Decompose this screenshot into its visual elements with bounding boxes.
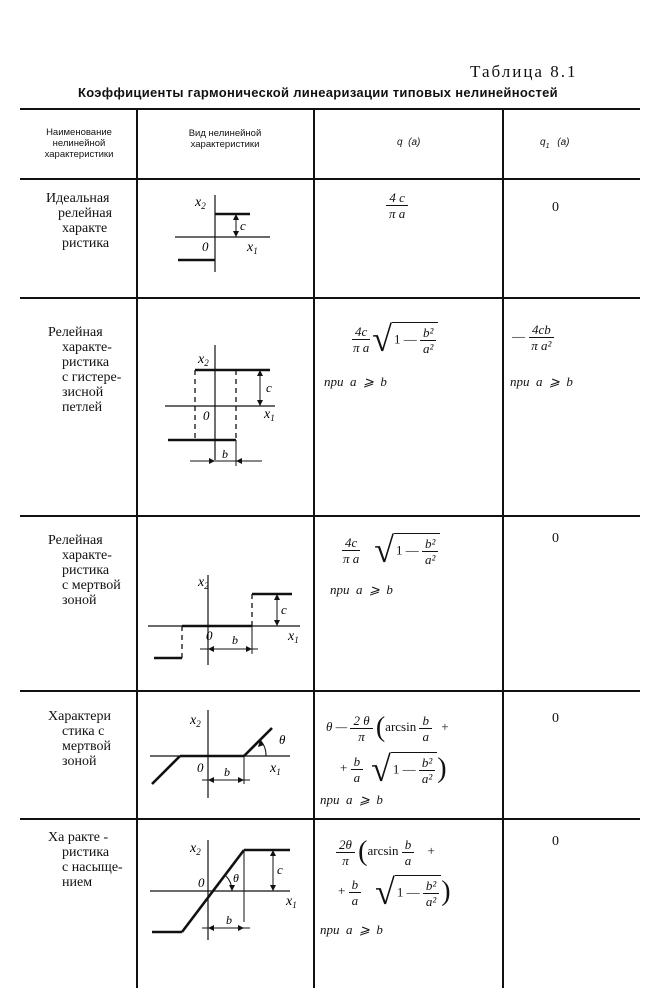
row3-bottom-rule bbox=[20, 690, 640, 692]
header-name-line: нелинейной bbox=[52, 138, 106, 149]
row2-q-den: π a bbox=[353, 339, 370, 355]
row1-name-line: релейная bbox=[58, 206, 113, 221]
svg-text:b: b bbox=[224, 765, 230, 779]
row5-q1-value: 0 bbox=[552, 834, 559, 849]
column-divider-1 bbox=[136, 108, 138, 988]
svg-text:c: c bbox=[277, 862, 283, 877]
row4-q-close-paren: ) bbox=[437, 753, 447, 784]
table-number: Таблица 8.1 bbox=[470, 62, 578, 81]
column-divider-3 bbox=[502, 108, 504, 988]
svg-text:0: 0 bbox=[197, 760, 204, 775]
row3-name-line: характе- bbox=[62, 548, 112, 563]
row1-name-line: Идеальная bbox=[46, 191, 110, 206]
svg-text:x1: $x_1$ bbox=[288, 629, 299, 645]
row4-q-f1-den: π bbox=[358, 728, 365, 744]
row4-q-condition: при a ⩾ b bbox=[320, 792, 383, 807]
row5-q-f3-den: a bbox=[351, 892, 359, 908]
header-view bbox=[150, 128, 300, 150]
header-q1-subscript: 1 bbox=[545, 143, 550, 150]
row2-q-condition: при a ⩾ b bbox=[324, 374, 387, 389]
row5-q-f3-num: b bbox=[349, 877, 362, 893]
row4-q-f1-num: 2 θ bbox=[350, 713, 372, 729]
row2-q1-condition: при a ⩾ b bbox=[510, 374, 573, 389]
row5-q-rad-one: 1 — bbox=[396, 884, 420, 900]
row4-bottom-rule bbox=[20, 818, 640, 820]
row1-name-line: ристика bbox=[62, 236, 110, 251]
row4-q-f3-num: b bbox=[351, 754, 364, 770]
row3-q-rad-num: b² bbox=[422, 536, 438, 552]
row4-name-line: Характери bbox=[48, 709, 111, 724]
row2-q1-sign: — bbox=[512, 328, 525, 344]
svg-text:b: b bbox=[232, 633, 238, 647]
row3-q-condition: при a ⩾ b bbox=[330, 582, 393, 597]
row5-name-line: нием bbox=[62, 875, 93, 890]
row4-name-line: зоной bbox=[62, 754, 97, 769]
row1-q-num: 4 c bbox=[386, 190, 408, 206]
row5-q-formula-line2 bbox=[338, 872, 451, 912]
row3-name-line: Релейная bbox=[48, 533, 103, 548]
row2-bottom-rule bbox=[20, 515, 640, 517]
row4-name-line: мертвой bbox=[62, 739, 112, 754]
row3-q-rad-one: 1 — bbox=[396, 542, 419, 558]
row2-q-formula bbox=[350, 319, 438, 359]
row5-q-f2-num: b bbox=[402, 837, 415, 853]
row4-q-open-paren: ( bbox=[375, 712, 386, 743]
sqrt-sign: √ bbox=[372, 319, 393, 359]
svg-text:x1: $x_1$ bbox=[286, 894, 297, 910]
row2-characteristic-diagram bbox=[140, 330, 310, 470]
svg-text:0: 0 bbox=[203, 408, 210, 423]
row4-q-formula-line1 bbox=[326, 712, 449, 744]
sqrt-sign: √ bbox=[371, 749, 391, 789]
header-name bbox=[24, 127, 134, 160]
row4-characteristic-diagram bbox=[140, 700, 310, 800]
header-q1-arg: (a) bbox=[557, 137, 570, 148]
row5-name-line: с насыще- bbox=[62, 860, 123, 875]
svg-text:c: c bbox=[266, 380, 272, 395]
row4-name-line: стика с bbox=[62, 724, 105, 739]
row4-q-arcsin: arcsin bbox=[385, 718, 417, 734]
svg-text:b: b bbox=[222, 447, 228, 461]
row5-q-f2-den: a bbox=[404, 852, 412, 868]
row4-q-rad-one: 1 — bbox=[392, 761, 416, 777]
row5-name-line: Ха ракте - bbox=[48, 830, 109, 845]
row2-q-rad-num: b² bbox=[420, 325, 436, 341]
table-top-rule bbox=[20, 108, 640, 110]
row3-name-line: с мертвой bbox=[62, 578, 121, 593]
column-divider-2 bbox=[313, 108, 315, 988]
svg-text:x1: $x_1$ bbox=[264, 407, 275, 423]
row1-characteristic-diagram bbox=[140, 180, 310, 290]
row5-name-line: ристика bbox=[62, 845, 110, 860]
row2-name-line: петлей bbox=[62, 400, 103, 415]
row5-q-rad-den: a² bbox=[425, 894, 437, 909]
row1-q-formula bbox=[386, 190, 408, 221]
row5-characteristic-diagram bbox=[140, 830, 310, 945]
header-name-line: Наименование bbox=[46, 127, 112, 138]
row4-q-rad-num: b² bbox=[419, 755, 435, 771]
row2-name bbox=[48, 325, 136, 415]
row3-q-num: 4c bbox=[342, 535, 360, 551]
row2-name-line: зисной bbox=[62, 385, 104, 400]
svg-text:x1: $x_1$ bbox=[247, 240, 258, 256]
row2-q1-formula bbox=[512, 322, 554, 353]
svg-text:x2: $x_2$ bbox=[195, 195, 206, 211]
svg-text:x2: $x_2$ bbox=[190, 841, 201, 857]
row4-q-f2-den: a bbox=[422, 728, 429, 744]
row5-q-close-paren: ) bbox=[441, 876, 451, 907]
row3-q-rad-den: a² bbox=[425, 552, 436, 567]
row4-q-f3-den: a bbox=[353, 769, 361, 785]
row2-name-line: ристика bbox=[62, 355, 110, 370]
header-name-line: характеристики bbox=[44, 149, 114, 160]
svg-text:θ: θ bbox=[279, 732, 286, 747]
header-q1 bbox=[540, 137, 569, 150]
row2-q1-num: 4cb bbox=[529, 322, 554, 338]
row3-name-line: зоной bbox=[62, 593, 97, 608]
row1-name bbox=[46, 191, 134, 251]
row2-q-num: 4c bbox=[352, 324, 370, 340]
row4-name bbox=[48, 709, 136, 769]
row5-q-arcsin: arcsin bbox=[367, 842, 399, 858]
row5-q-rad-num: b² bbox=[423, 878, 439, 894]
row5-q-open-paren: ( bbox=[358, 836, 368, 867]
row4-q1-value: 0 bbox=[552, 711, 559, 726]
row3-q-den: π a bbox=[343, 550, 360, 566]
row1-q-den: π a bbox=[389, 206, 406, 221]
row1-bottom-rule bbox=[20, 297, 640, 299]
row4-q-plus2: + bbox=[340, 759, 348, 775]
svg-text:x2: $x_2$ bbox=[198, 352, 209, 368]
header-view-line: характеристики bbox=[190, 139, 260, 150]
svg-text:c: c bbox=[281, 602, 287, 617]
row1-name-line: характе bbox=[62, 221, 108, 236]
svg-text:θ: θ bbox=[233, 871, 239, 885]
svg-text:c: c bbox=[240, 218, 246, 233]
row4-q-formula-line2 bbox=[340, 749, 447, 789]
svg-text:x2: $x_2$ bbox=[190, 713, 201, 729]
row5-q-condition: при a ⩾ b bbox=[320, 922, 383, 937]
row4-q-f2-num: b bbox=[419, 713, 432, 729]
row5-q-plus2: + bbox=[338, 882, 346, 898]
row5-q-f1-num: 2θ bbox=[336, 837, 355, 853]
row2-q-rad-den: a² bbox=[423, 341, 434, 356]
row2-q1-den: π a² bbox=[531, 338, 552, 353]
svg-text:x2: $x_2$ bbox=[198, 575, 209, 591]
svg-text:0: 0 bbox=[202, 239, 209, 254]
row4-q-rad-den: a² bbox=[421, 771, 433, 786]
row3-q1-value: 0 bbox=[552, 531, 559, 546]
row5-q-plus: + bbox=[427, 842, 435, 858]
row3-name-line: ристика bbox=[62, 563, 110, 578]
row5-name bbox=[48, 830, 136, 890]
header-view-line: Вид нелинейной bbox=[188, 128, 262, 139]
svg-text:b: b bbox=[226, 913, 232, 927]
row3-characteristic-diagram bbox=[140, 570, 310, 670]
header-q: q (a) bbox=[397, 137, 421, 148]
row5-q-f1-den: π bbox=[342, 852, 349, 868]
svg-text:x1: $x_1$ bbox=[270, 761, 281, 777]
sqrt-sign: √ bbox=[374, 530, 395, 570]
row2-q-rad-one: 1 — bbox=[394, 331, 417, 347]
svg-text:0: 0 bbox=[206, 628, 213, 643]
row2-name-line: с гистере- bbox=[62, 370, 122, 385]
table-title: Коэффициенты гармонической линеаризации типовых нелинейностей bbox=[78, 85, 558, 100]
svg-text:0: 0 bbox=[198, 875, 205, 890]
row2-name-line: Релейная bbox=[48, 325, 103, 340]
row3-q-formula bbox=[340, 530, 440, 570]
row5-q-formula-line1 bbox=[336, 836, 435, 868]
row2-name-line: характе- bbox=[62, 340, 112, 355]
sqrt-sign: √ bbox=[375, 872, 395, 912]
row3-name bbox=[48, 533, 136, 608]
row1-q1-value: 0 bbox=[552, 200, 559, 215]
row4-q-plus: + bbox=[441, 718, 449, 734]
header-q1-symbol: q bbox=[540, 137, 546, 148]
row4-q-lead: θ — bbox=[326, 718, 348, 734]
header-bottom-rule bbox=[20, 178, 640, 180]
